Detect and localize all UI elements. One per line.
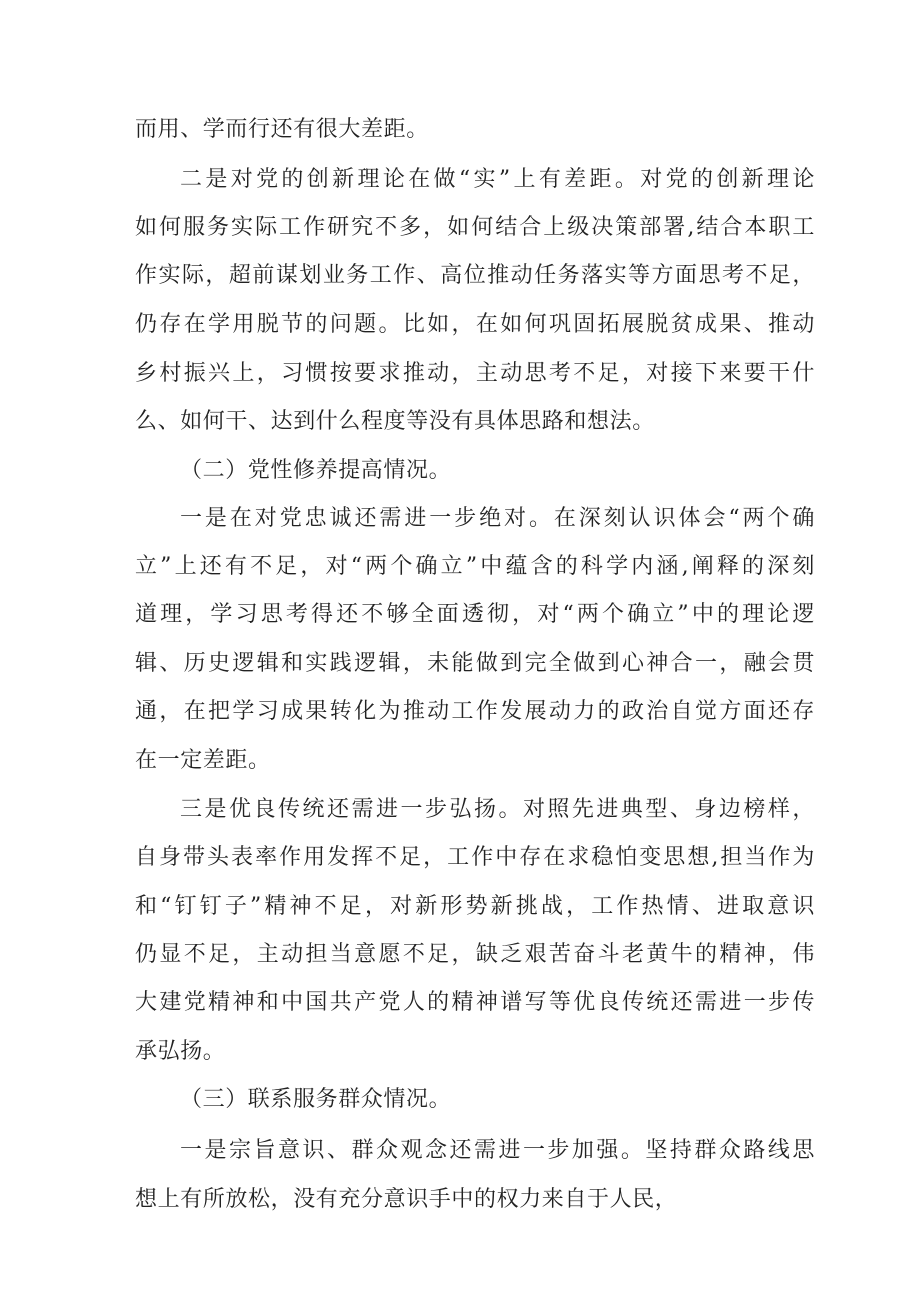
text-line: 一是在对党忠诚还需进一步绝对。在深刻认识体会“两个确 xyxy=(180,506,815,531)
text-line: 如何服务实际工作研究不多，如何结合上级决策部署,结合本职工 xyxy=(135,215,815,240)
text-line: 而用、学而行还有很大差距。 xyxy=(135,117,429,142)
text-line: 大建党精神和中国共产党人的精神谱写等优良传统还需进一步传 xyxy=(135,990,815,1015)
text-line: 乡村振兴上，习惯按要求推动，主动思考不足，对接下来要干什 xyxy=(135,361,815,386)
text-line: 和“钉钉子”精神不足，对新形势新挑战，工作热情、进取意识 xyxy=(135,894,815,919)
section-heading: （三）联系服务群众情况。 xyxy=(180,1087,452,1112)
text-line: 立”上还有不足，对“两个确立”中蕴含的科学内涵,阐释的深刻 xyxy=(135,554,815,579)
text-line: 一是宗旨意识、群众观念还需进一步加强。坚持群众路线思 xyxy=(180,1138,815,1163)
text-line: 么、如何干、达到什么程度等没有具体思路和想法。 xyxy=(135,409,655,434)
text-line: 辑、历史逻辑和实践逻辑，未能做到完全做到心神合一，融会贯 xyxy=(135,651,815,676)
section-heading: （二）党性修养提高情况。 xyxy=(180,458,452,483)
text-line: 承弘扬。 xyxy=(135,1039,226,1064)
text-line: 自身带头表率作用发挥不足，工作中存在求稳怕变思想,担当作为 xyxy=(135,845,815,870)
text-line: 二是对党的创新理论在做“实”上有差距。对党的创新理论 xyxy=(180,167,815,192)
text-line: 道理，学习思考得还不够全面透彻，对“两个确立”中的理论逻 xyxy=(135,602,815,627)
text-line: 作实际，超前谋划业务工作、高位推动任务落实等方面思考不足， xyxy=(135,263,815,288)
text-line: 三是优良传统还需进一步弘扬。对照先进典型、身边榜样， xyxy=(180,797,815,822)
text-line: 想上有所放松，没有充分意识手中的权力来自于人民， xyxy=(135,1187,678,1212)
text-line: 在一定差距。 xyxy=(135,748,271,773)
text-line: 通，在把学习成果转化为推动工作发展动力的政治自觉方面还存 xyxy=(135,699,815,724)
text-line: 仍存在学用脱节的问题。比如，在如何巩固拓展脱贫成果、推动 xyxy=(135,312,815,337)
text-line: 仍显不足，主动担当意愿不足，缺乏艰苦奋斗老黄牛的精神，伟 xyxy=(135,942,815,967)
